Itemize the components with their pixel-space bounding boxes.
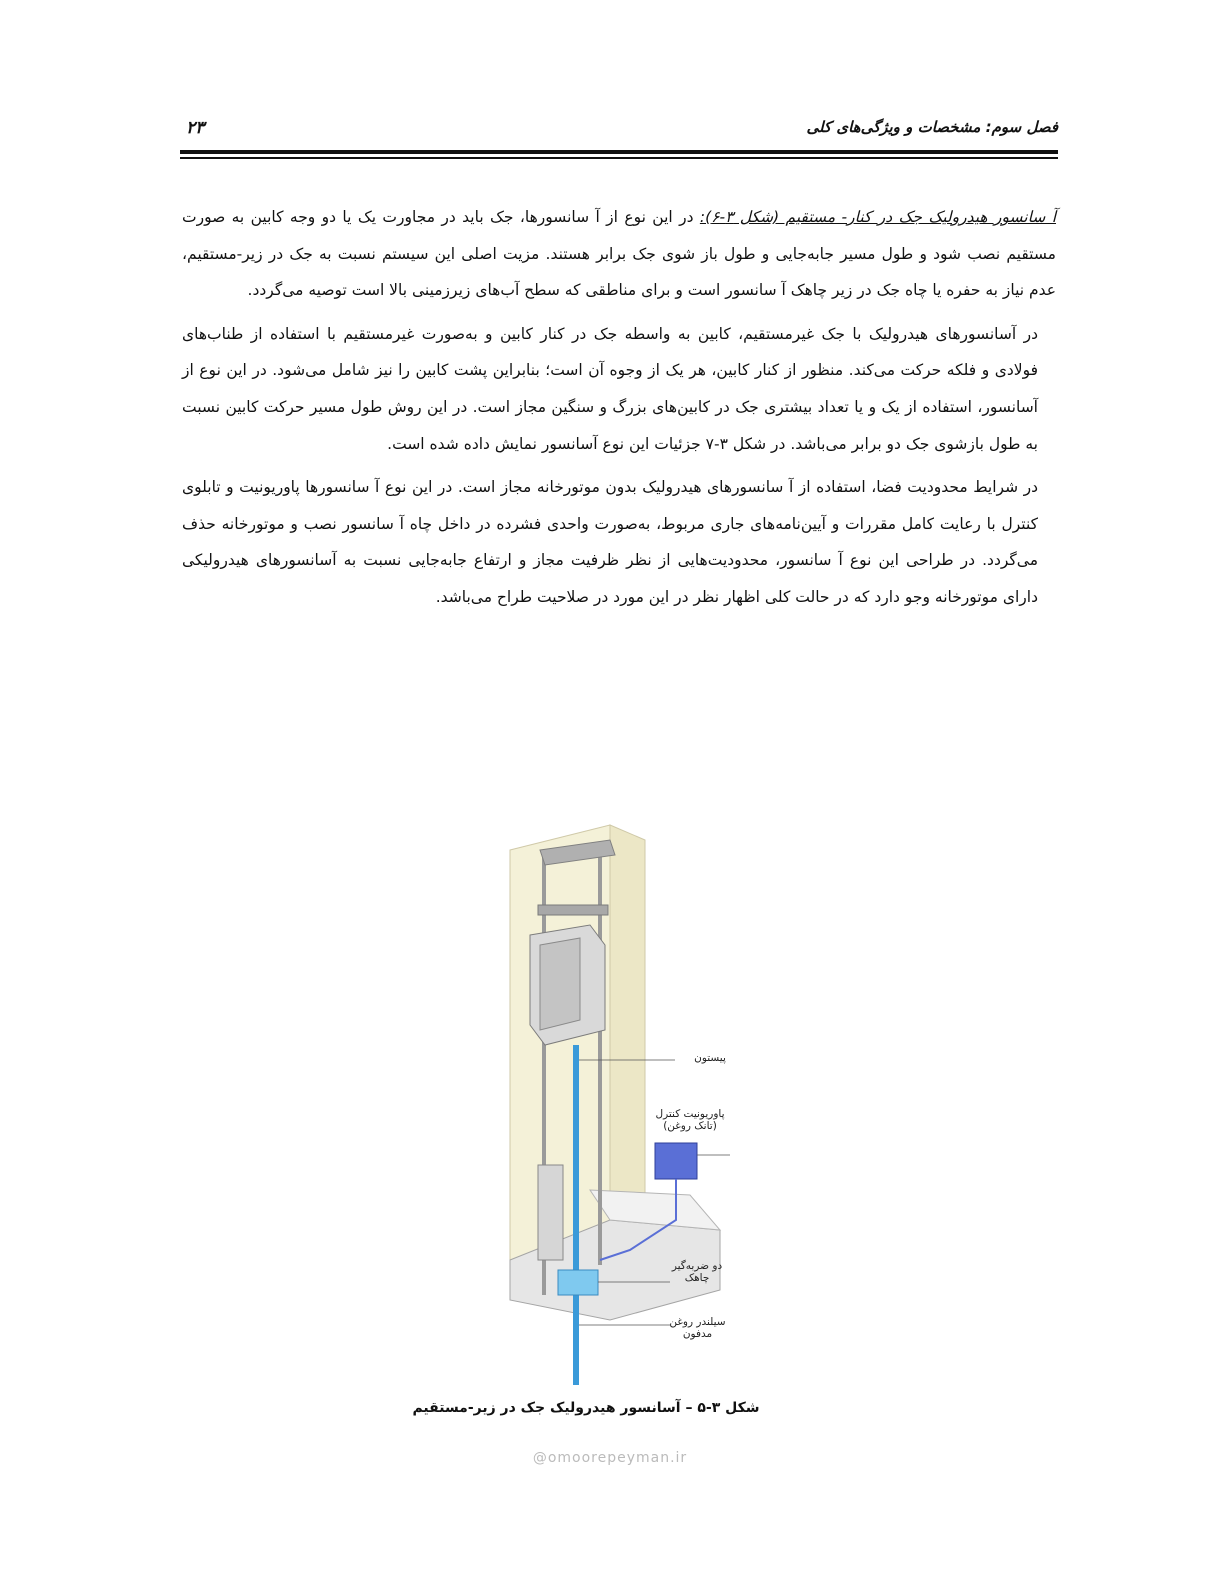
car-crosshead	[538, 905, 608, 915]
callout-power-unit-line2: (تانک روغن)	[663, 1120, 717, 1132]
chapter-title: فصل سوم: مشخصات و ویژگی‌های کلی	[806, 118, 1058, 136]
callout-buffer	[662, 1260, 732, 1284]
callout-buffer-line2: چاهک	[684, 1272, 710, 1284]
callout-power-unit	[640, 1108, 740, 1132]
piston-rod	[573, 1045, 579, 1385]
header-rule-thick	[180, 150, 1058, 154]
callout-piston: پیستون	[694, 1052, 726, 1064]
callout-power-unit-line1: پاوریونیت کنترل	[655, 1108, 725, 1120]
paragraph-1-body: در این نوع از آ سانسورها، جک باید در مجاورت یک یا دو وجه کابین به صورت مستقیم نصب شود و طول مسیر جابه‌جایی و طول باز شوی جک برابر هستند. مزیت اصلی این سیستم نسبت به جک در زیر-مستقیم، عدم نیاز به حفره یا چاه جک در زیر چاهک آ سانسور است و برای مناطقی که سطح آب‌های زیرزمینی بالا است توصیه می‌گردد.	[182, 208, 1056, 300]
callout-cylinder-line1: سیلندر روغن	[669, 1316, 726, 1328]
paragraph-3: در شرایط محدودیت فضا، استفاده از آ سانسورهای هیدرولیک بدون موتورخانه مجاز است. در این نوع آ سانسورها پاوریونیت و تابلوی کنترل با رعایت کامل مقررات و آیین‌نامه‌های جاری مربوط، به‌صورت واحدی فشرده در داخل چاه آ سانسور نصب و موتورخانه حذف می‌گردد. در طراحی این نوع آ سانسور، محدودیت‌هایی از نظر ظرفیت مجاز و ارتفاع جابه‌جایی نسبت به آسانسورهای هیدرولیکی دارای موتورخانه وجو دارد که در حالت کلی اظهار نظر در این مورد در صلاحیت طراح می‌باشد.	[182, 478, 1038, 606]
paragraph-1	[182, 199, 1056, 309]
paragraph-1-lead: آ سانسور هیدرولیک جک در کنار- مستقیم (شکل ۳-۶):	[699, 208, 1057, 226]
callout-cylinder-line2: مدفون	[682, 1328, 713, 1340]
figure-caption: شکل ۳-۵ – آسانسور هیدرولیک جک در زیر-مستقیم	[412, 1400, 760, 1416]
callout-buffer-line1: دو ضربه‌گیر	[671, 1260, 723, 1272]
callout-cylinder	[660, 1316, 735, 1340]
cabin-door	[540, 938, 580, 1030]
watermark: @omoorepeyman.ir	[532, 1450, 688, 1466]
landing-door	[538, 1165, 563, 1260]
page-header	[180, 118, 1058, 154]
header-rule-thin	[180, 157, 1058, 159]
shaft-right-wall	[610, 825, 645, 1255]
page-number: ۲۳	[186, 118, 205, 138]
paragraph-2: در آسانسورهای هیدرولیک با جک غیرمستقیم، کابین به واسطه جک در کنار کابین و به‌صورت غیرمستقیم با استفاده از طناب‌های فولادی و فلکه حرکت می‌کند. منظور از کنار کابین، هر یک از وجوه آن است؛ بنابراین پشت کابین را نیز شامل می‌شود. در این نوع از آسانسور، استفاده از یک و یا تعداد بیشتری جک در کابین‌های بزرگ و سنگین مجاز است. در این روش طول مسیر حرکت کابین نسبت به طول بازشوی جک دو برابر می‌باشد. در شکل ۳-۷ جزئیات این نوع آسانسور نمایش داده شده است.	[182, 324, 1038, 453]
body-text	[182, 199, 1056, 623]
elevator-figure	[430, 820, 790, 1400]
pit-buffers	[558, 1270, 598, 1295]
power-unit-tank	[655, 1143, 697, 1179]
